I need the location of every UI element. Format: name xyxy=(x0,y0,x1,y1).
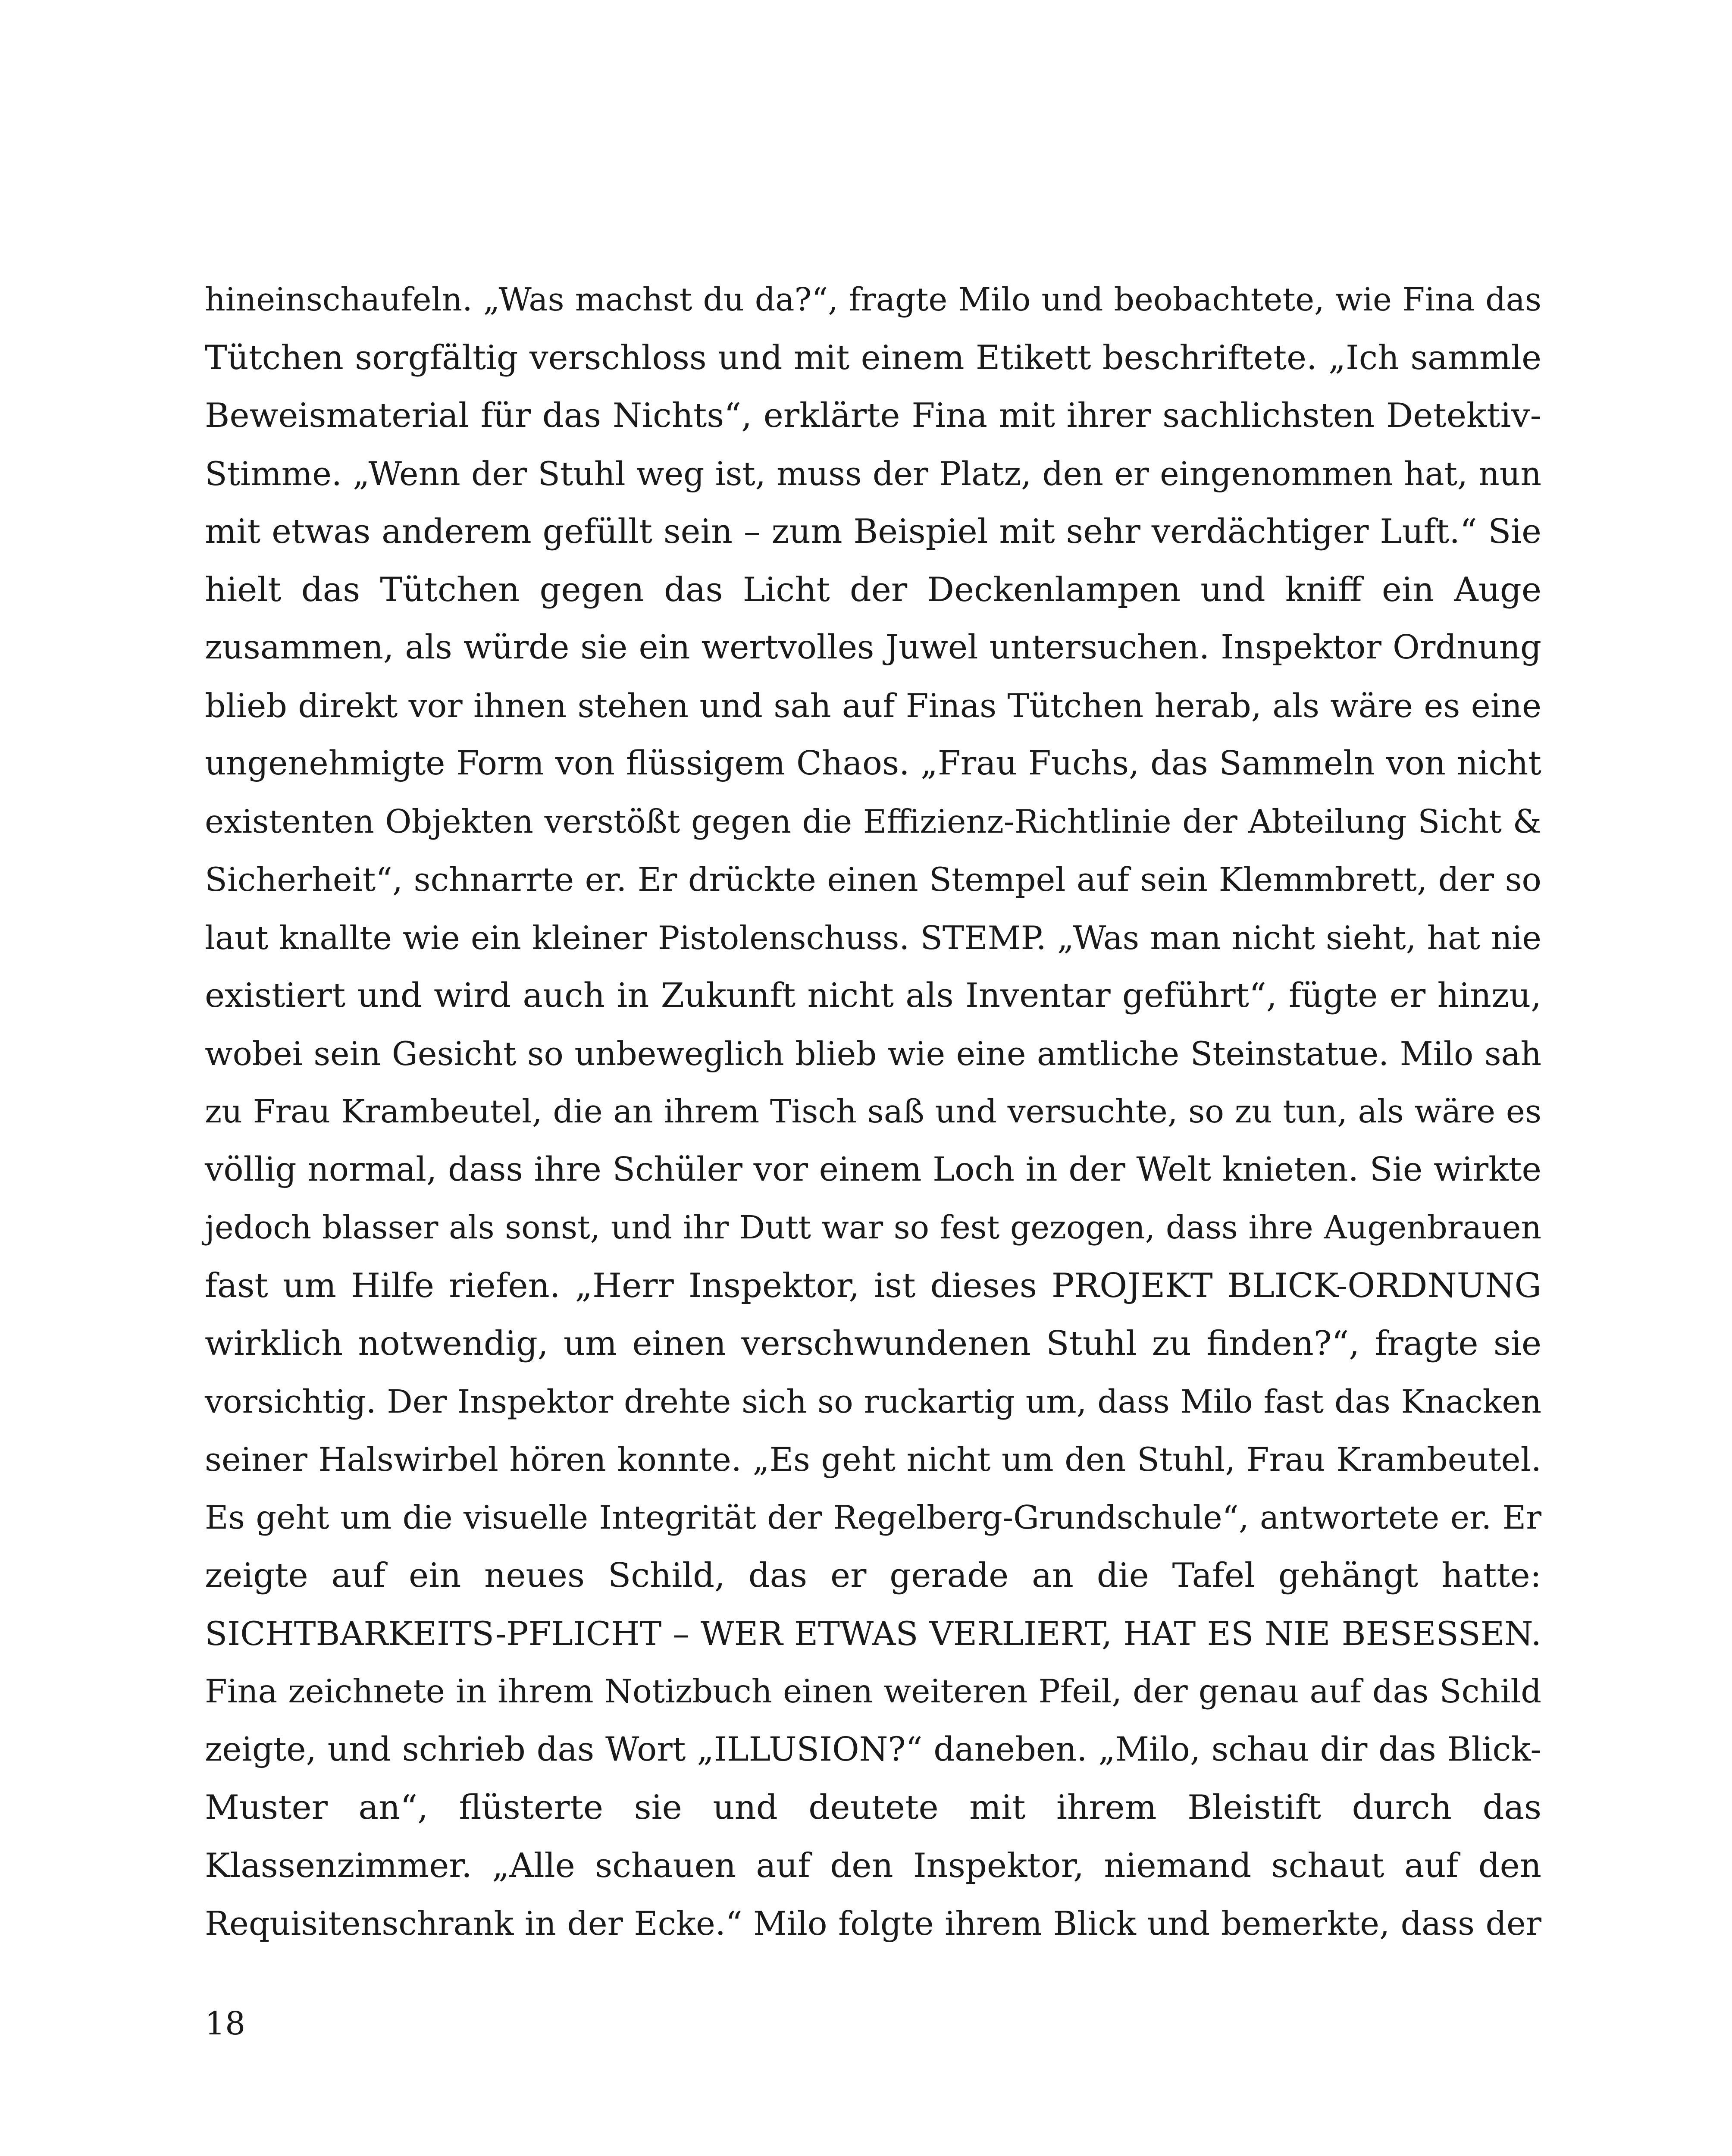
page-number: 18 xyxy=(205,2005,246,2042)
text-line: Sicherheit“, schnarrte er. Er drückte einen Stempel auf sein Klemmbrett, der so xyxy=(205,861,1541,899)
text-line: völlig normal, dass ihre Schüler vor einem Loch in der Welt knieten. Sie wirkte xyxy=(205,1150,1541,1189)
text-line: zeigte auf ein neues Schild, das er gerade an die Tafel gehängt hatte: xyxy=(205,1556,1541,1595)
text-line: hielt das Tütchen gegen das Licht der Deckenlampen und kniff ein Auge xyxy=(205,570,1541,609)
text-line: Beweismaterial für das Nichts“, erklärte Fina mit ihrer sachlichsten Detektiv- xyxy=(205,396,1541,435)
text-line: wirklich notwendig, um einen verschwundenen Stuhl zu finden?“, fragte sie xyxy=(205,1324,1541,1363)
text-line: zusammen, als würde sie ein wertvolles Juwel untersuchen. Inspektor Ordnung xyxy=(205,628,1541,667)
text-line: Es geht um die visuelle Integrität der Regelberg-Grundschule“, antwortete er. Er xyxy=(205,1498,1541,1536)
text-line: Fina zeichnete in ihrem Notizbuch einen weiteren Pfeil, der genau auf das Schild xyxy=(205,1673,1541,1710)
text-line: zu Frau Krambeutel, die an ihrem Tisch saß und versuchte, so zu tun, als wäre es xyxy=(205,1093,1541,1130)
text-line: mit etwas anderem gefüllt sein – zum Beispiel mit sehr verdächtiger Luft.“ Sie xyxy=(205,512,1541,551)
text-line: existiert und wird auch in Zukunft nicht als Inventar geführt“, fügte er hinzu, xyxy=(205,976,1541,1015)
text-line: laut knallte wie ein kleiner Pistolenschuss. STEMP. „Was man nicht sieht, hat nie xyxy=(205,918,1541,957)
text-line: Klassenzimmer. „Alle schauen auf den Inspektor, niemand schaut auf den xyxy=(205,1846,1541,1885)
text-line: blieb direkt vor ihnen stehen und sah auf Finas Tütchen herab, als wäre es eine xyxy=(205,686,1541,725)
text-line: existenten Objekten verstößt gegen die Effizienz-Richtlinie der Abteilung Sicht & xyxy=(205,802,1541,840)
text-line: zeigte, und schrieb das Wort „ILLUSION?“ daneben. „Milo, schau dir das Blick- xyxy=(205,1730,1541,1769)
text-line: ungenehmigte Form von flüssigem Chaos. „Frau Fuchs, das Sammeln von nicht xyxy=(205,744,1541,783)
text-line: wobei sein Gesicht so unbeweglich blieb wie eine amtliche Steinstatue. Milo sah xyxy=(205,1034,1541,1073)
text-line: fast um Hilfe riefen. „Herr Inspektor, ist dieses PROJEKT BLICK-ORDNUNG xyxy=(205,1266,1541,1305)
text-line: Requisitenschrank in der Ecke.“ Milo folgte ihrem Blick und bemerkte, dass der xyxy=(205,1905,1541,1943)
text-line: seiner Halswirbel hören konnte. „Es geht nicht um den Stuhl, Frau Krambeutel. xyxy=(205,1441,1541,1479)
text-line: SICHTBARKEITS-PFLICHT – WER ETWAS VERLIERT, HAT ES NIE BESESSEN. xyxy=(205,1614,1541,1653)
text-line: jedoch blasser als sonst, und ihr Dutt war so fest gezogen, dass ihre Augenbrauen xyxy=(205,1209,1541,1246)
body-text xyxy=(205,271,1541,1953)
text-line: hineinschaufeln. „Was machst du da?“, fragte Milo und beobachtete, wie Fina das xyxy=(205,281,1541,318)
text-line: Stimme. „Wenn der Stuhl weg ist, muss der Platz, den er eingenommen hat, nun xyxy=(205,454,1541,493)
text-line: vorsichtig. Der Inspektor drehte sich so ruckartig um, dass Milo fast das Knacken xyxy=(205,1383,1541,1420)
text-line: Tütchen sorgfältig verschloss und mit einem Etikett beschriftete. „Ich sammle xyxy=(205,338,1541,377)
text-line: Muster an“, flüsterte sie und deutete mit ihrem Bleistift durch das xyxy=(205,1788,1541,1827)
